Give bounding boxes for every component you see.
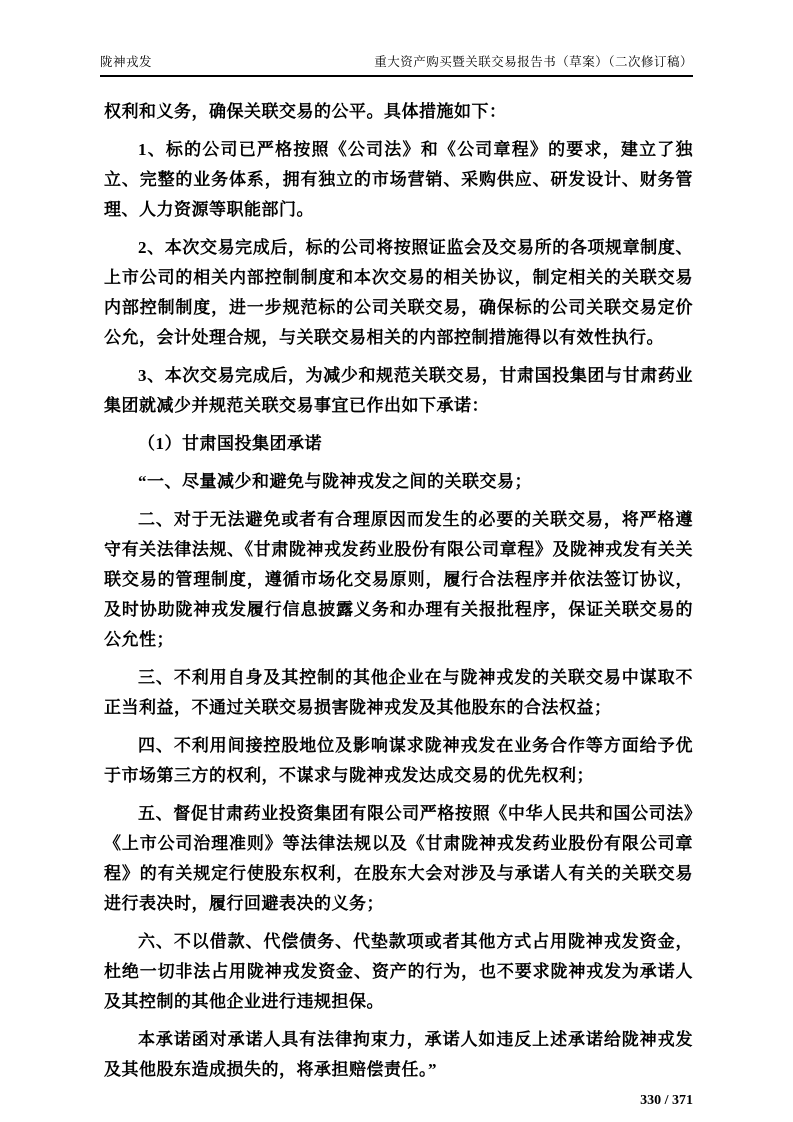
header-report-title: 重大资产购买暨关联交易报告书（草案）（二次修订稿） [374, 55, 693, 69]
paragraph: 权利和义务，确保关联交易的公平。具体措施如下： [104, 102, 507, 121]
paragraph: “一、尽量减少和避免与陇神戎发之间的关联交易； [138, 472, 532, 491]
document-body [104, 97, 693, 1085]
paragraph: 六、不以借款、代偿债务、代垫款项或者其他方式占用陇神戎发资金，杜绝一切非法占用陇神戎发资金、资产的行为，也不要求陇神戎发为承诺人及其控制的其他企业进行违规担保。 [104, 932, 693, 1011]
paragraph: （1）甘肃国投集团承诺 [138, 434, 322, 453]
paragraph: 1、标的公司已严格按照《公司法》和《公司章程》的要求，建立了独立、完整的业务体系，拥有独立的市场营销、采购供应、研发设计、财务管理、人力资源等职能部门。 [104, 140, 693, 219]
paragraph: 三、不利用自身及其控制的其他企业在与陇神戎发的关联交易中谋取不正当利益，不通过关联交易损害陇神戎发及其他股东的合法权益； [104, 668, 693, 717]
paragraph: 3、本次交易完成后，为减少和规范关联交易，甘肃国投集团与甘肃药业集团就减少并规范关联交易事宜已作出如下承诺： [104, 366, 693, 415]
paragraph: 四、不利用间接控股地位及影响谋求陇神戎发在业务合作等方面给予优于市场第三方的权利，不谋求与陇神戎发达成交易的优先权利； [104, 736, 693, 785]
header-company-name: 陇神戎发 [100, 55, 153, 69]
paragraph: 二、对于无法避免或者有合理原因而发生的必要的关联交易，将严格遵守有关法律法规、《甘肃陇神戎发药业股份有限公司章程》及陇神戎发有关关联交易的管理制度，遵循市场化交易原则，履行合法程序并依法签订协议，及时协助陇神戎发履行信息披露义务和办理有关报批程序，保证关联交易的公允性； [104, 510, 693, 649]
paragraph: 五、督促甘肃药业投资集团有限公司严格按照《中华人民共和国公司法》《上市公司治理准则》等法律法规以及《甘肃陇神戎发药业股份有限公司章程》的有关规定行使股东权利，在股东大会对涉及与承诺人有关的关联交易进行表决时，履行回避表决的义务； [104, 804, 693, 913]
paragraph: 2、本次交易完成后，标的公司将按照证监会及交易所的各项规章制度、上市公司的相关内部控制制度和本次交易的相关协议，制定相关的关联交易内部控制制度，进一步规范标的公司关联交易，确保标的公司关联交易定价公允，会计处理合规，与关联交易相关的内部控制措施得以有效性执行。 [104, 238, 693, 347]
page-footer [100, 1093, 693, 1109]
page-number: 330 / 371 [640, 1093, 693, 1108]
page-header [100, 52, 693, 77]
paragraph: 本承诺函对承诺人具有法律拘束力，承诺人如违反上述承诺给陇神戎发及其他股东造成损失的，将承担赔偿责任。” [104, 1030, 693, 1079]
